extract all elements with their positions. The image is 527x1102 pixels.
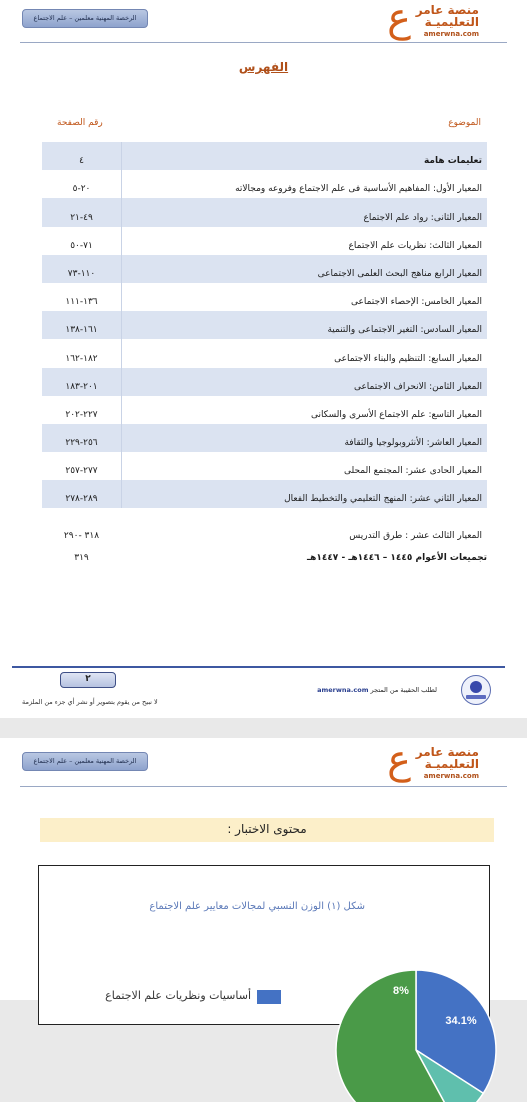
page-number: ٢ [60, 672, 116, 688]
toc-row[interactable] [42, 480, 487, 508]
toc-row[interactable] [42, 255, 487, 283]
toc-subject: المعيار الثالث عشر : طرق التدريس [349, 531, 482, 541]
toc-page-range: ٢٨٩-٢٧٨ [65, 494, 98, 505]
pie-chart-frame [38, 865, 490, 1025]
logo-ain-glyph: ع [387, 0, 411, 41]
toc-page-range: ١٣٦-١١١ [65, 297, 98, 308]
pie-data-label: 8% [393, 984, 409, 997]
pie-chart [321, 952, 511, 1102]
toc-subject: المعيار السادس: التغير الاجتماعى والتنمية [327, 325, 482, 336]
footer-divider [12, 666, 505, 668]
toc-page-range: ٢٥٦-٢٢٩ [65, 438, 98, 449]
toc-row[interactable] [42, 452, 487, 480]
toc-row[interactable] [42, 170, 487, 198]
toc-subject: المعيار العاشر: الأنثروبولوجيا والثقافة [344, 438, 482, 449]
toc-row[interactable] [42, 424, 487, 452]
toc-row[interactable] [42, 396, 487, 424]
pie-data-label: 34.1% [445, 1015, 477, 1027]
header-badge: الرخصة المهنية معلمين – علم الاجتماع [22, 9, 148, 28]
toc-page-range: ٧١-٥٠ [70, 240, 93, 251]
header-divider [20, 42, 507, 43]
column-subject-header: الموضوع [448, 118, 481, 128]
toc-row[interactable] [42, 339, 487, 367]
toc-subject: المعيار الأول: المفاهيم الأساسية فى علم الاجتماع وفروعه ومجالاته [235, 184, 482, 195]
store-badge-icon [461, 675, 491, 705]
toc-subject: المعيار الثالث: نظريات علم الاجتماع [348, 240, 482, 251]
logo-ain-glyph: ع [387, 737, 411, 783]
toc-title: الفهرس [238, 60, 289, 74]
logo-url: amerwna.com [423, 772, 479, 780]
platform-logo [387, 0, 479, 41]
toc-page-range: ٣١٩ [74, 553, 89, 563]
header-divider [20, 786, 507, 787]
toc-page-range: ٢٧٧-٢٥٧ [65, 466, 98, 477]
store-link[interactable]: amerwna.com [317, 686, 369, 694]
logo-line1: منصة عامر [415, 745, 479, 759]
toc-page-range: ٤٩-٢١ [70, 212, 93, 223]
toc-subject: المعيار الثامن: الانحراف الاجتماعى [353, 381, 482, 392]
toc-subject: المعيار الثانى: رواد علم الاجتماع [363, 212, 482, 223]
toc-page-range: ٣١٨ -٢٩٠ [63, 531, 100, 541]
toc-page-range: ١١٠-٧٣ [67, 268, 96, 279]
section-title: محتوى الاختبار : [227, 822, 307, 836]
toc-row[interactable] [42, 283, 487, 311]
toc-page-range: ٤ [79, 156, 84, 167]
toc-table [42, 142, 487, 508]
toc-page-range: ٢٠١-١٨٣ [65, 381, 98, 392]
chart-title: شكل (١) الوزن النسبي لمجالات معايير علم الاجتماع [149, 901, 365, 912]
toc-row[interactable] [42, 311, 487, 339]
store-text: لطلب الحقيبة من المتجر amerwna.com [317, 686, 437, 694]
toc-page-range: ١٨٢-١٦٢ [65, 353, 98, 364]
content-page [0, 737, 527, 1027]
logo-line1: منصة عامر [415, 3, 479, 17]
toc-row[interactable] [42, 553, 487, 569]
section-heading-bar [40, 818, 494, 842]
logo-line2: التعليميـة [424, 757, 479, 771]
legend-swatch [257, 990, 281, 1004]
toc-page-range: ٢٢٧-٢٠٢ [65, 409, 98, 420]
toc-subject: تجميعات الأعوام ١٤٤٥ – ١٤٤٦هـ - ١٤٤٧هـ [307, 553, 487, 563]
logo-url: amerwna.com [423, 30, 479, 38]
toc-subject: المعيار التاسع: علم الاجتماع الأسرى والسكانى [310, 409, 482, 420]
logo-line2: التعليميـة [424, 15, 479, 29]
toc-subject: المعيار الخامس: الإحصاء الاجتماعى [350, 297, 482, 308]
toc-subject: المعيار الرابع مناهج البحث العلمى الاجتماعى [317, 268, 482, 279]
platform-logo [387, 737, 479, 783]
toc-page-range: ٢٠-٥ [72, 184, 91, 195]
toc-subject: تعليمات هامة [423, 156, 482, 167]
header-badge: الرخصة المهنية معلمين – علم الاجتماع [22, 752, 148, 771]
legend-label: أساسيات ونظريات علم الاجتماع [105, 989, 251, 1002]
toc-row[interactable] [42, 142, 487, 170]
toc-row[interactable] [42, 368, 487, 396]
copyright-warning: لا نبيح من يقوم بتصوير أو نشر أي جزء من الملزمة [22, 698, 158, 706]
toc-subject: المعيار السابع: التنظيم والبناء الاجتماعى [334, 353, 482, 364]
toc-subject: المعيار الحادى عشر: المجتمع المحلى [344, 466, 482, 477]
column-page-header: رقم الصفحة [57, 118, 103, 128]
toc-page-range: ١٦١-١٣٨ [65, 325, 98, 336]
toc-row[interactable] [42, 227, 487, 255]
toc-row[interactable] [42, 198, 487, 226]
toc-row[interactable] [42, 531, 487, 547]
toc-subject: المعيار الثاني عشر: المنهج التعليمي والتخطيط الفعال [284, 494, 482, 505]
